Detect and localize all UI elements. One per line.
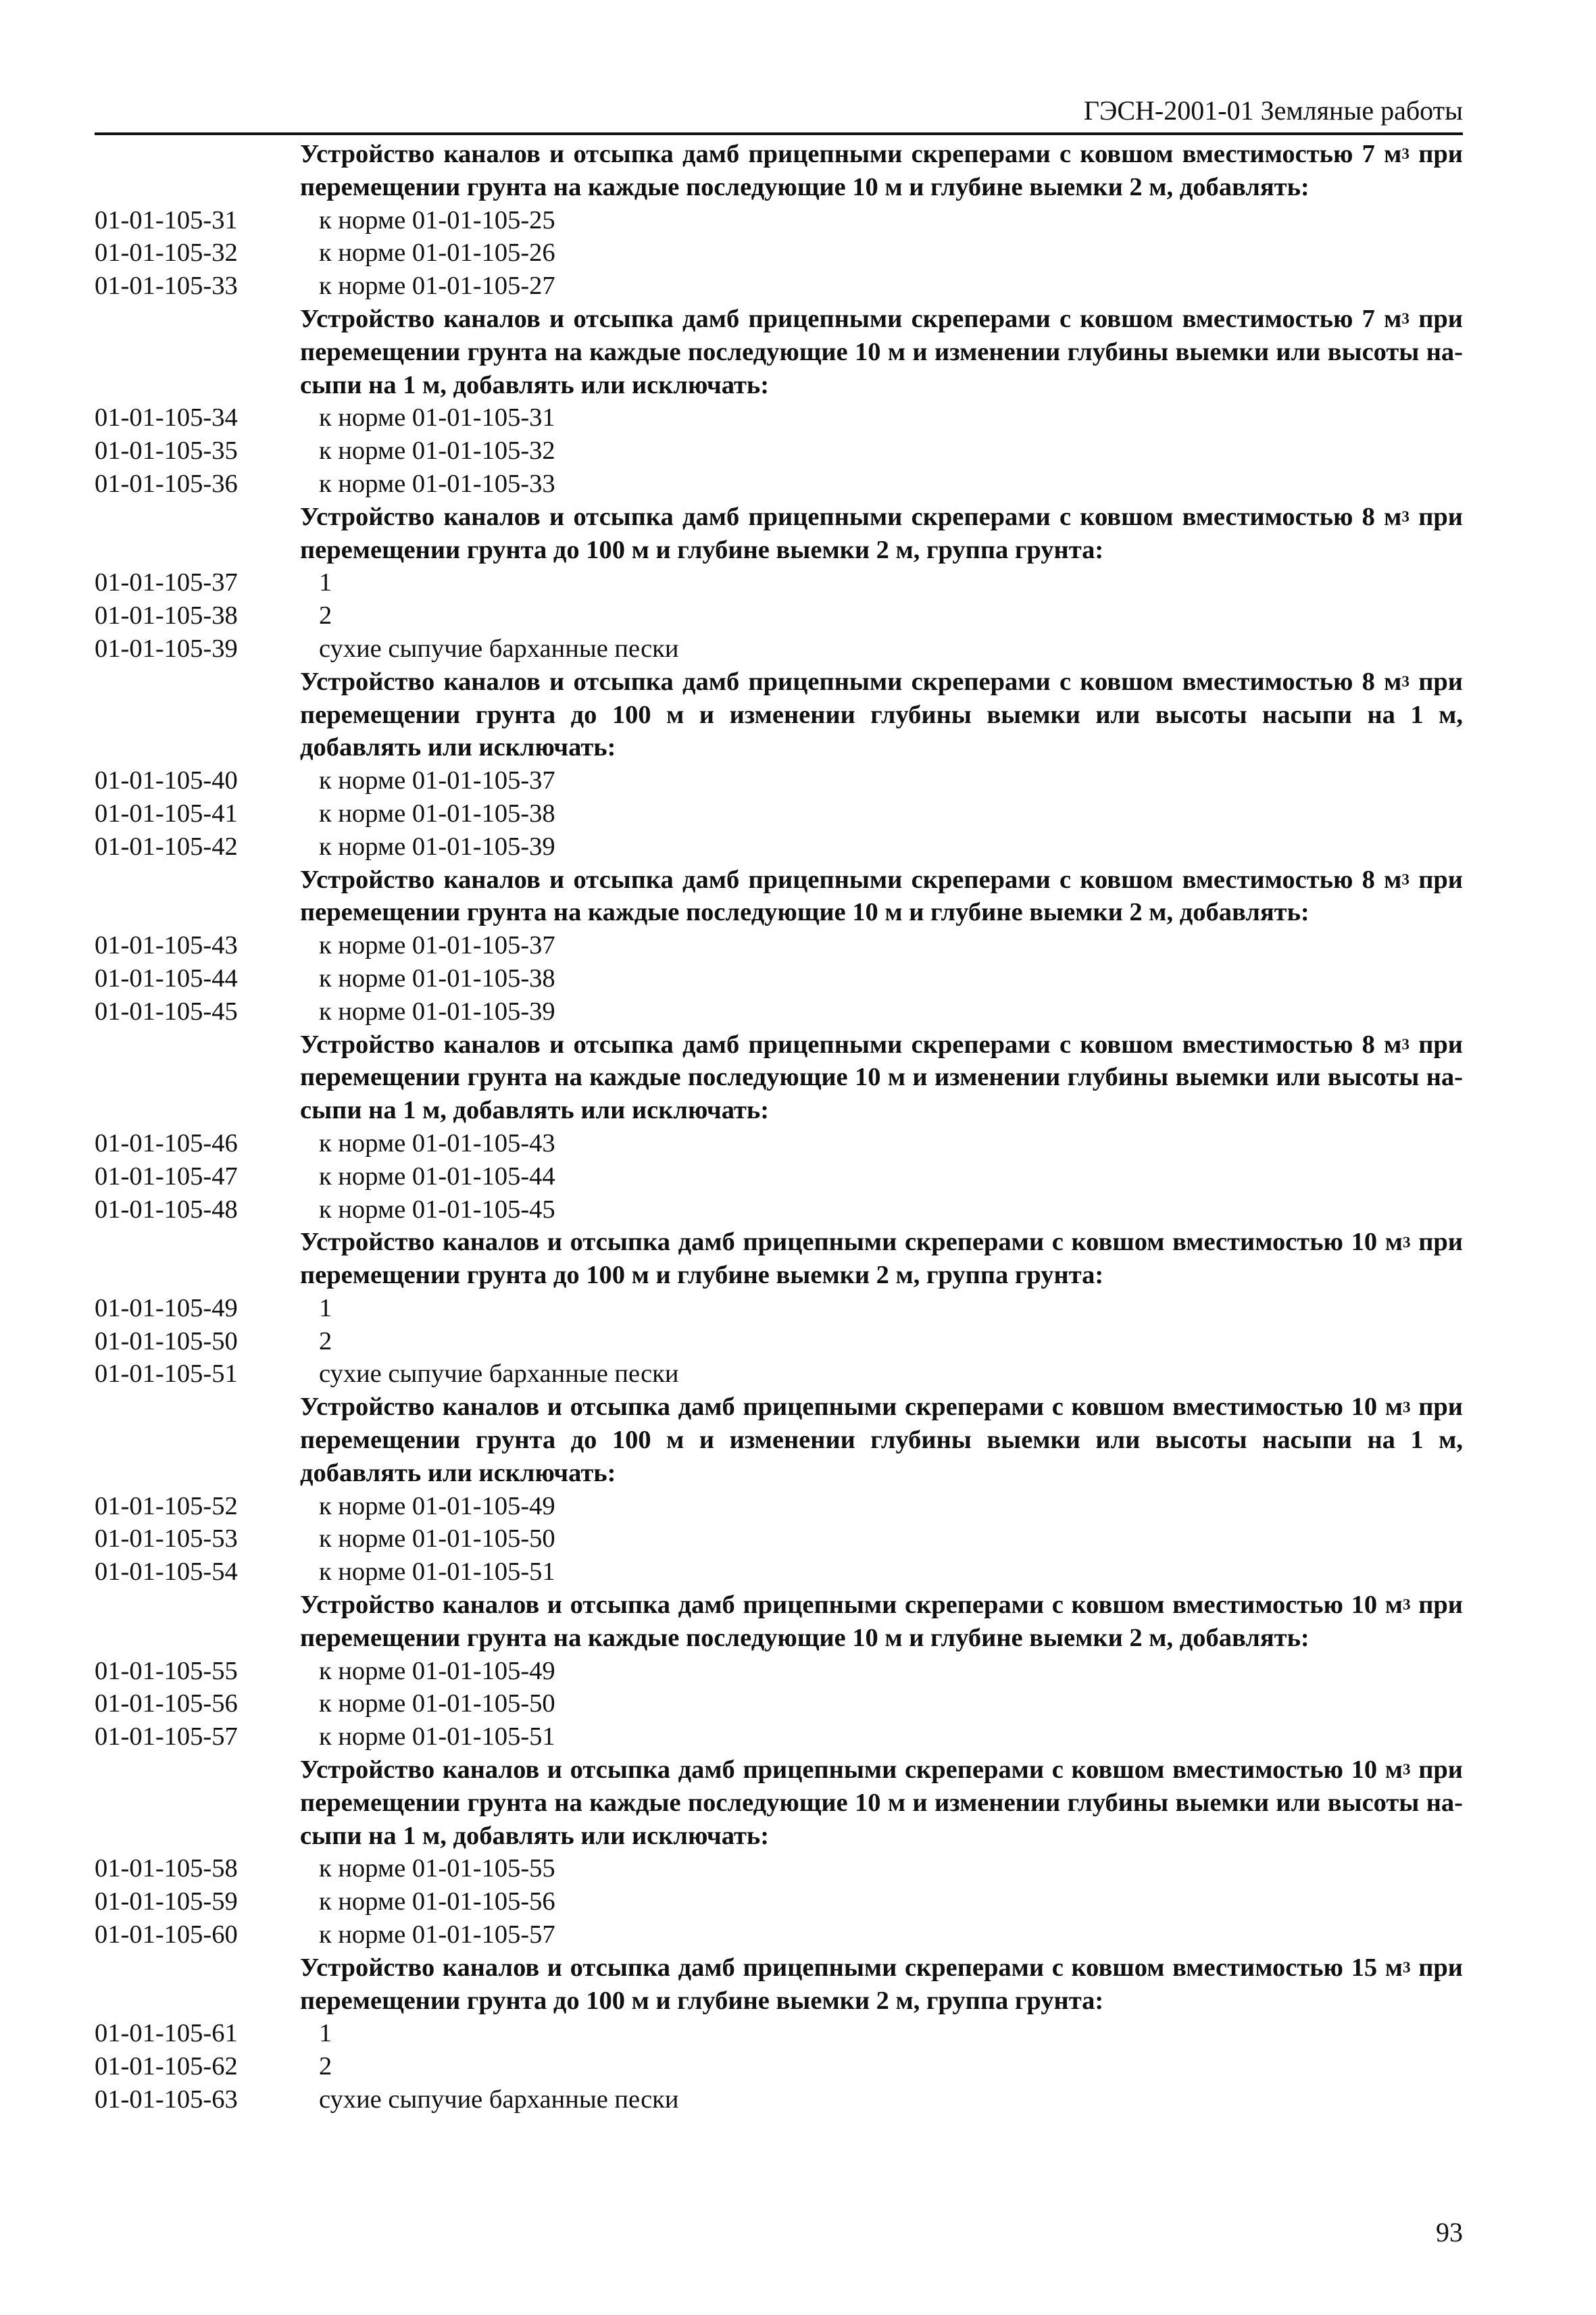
norm-code: 01-01-105-40 xyxy=(95,766,238,795)
norm-code: 01-01-105-43 xyxy=(95,931,238,960)
norm-description: к норме 01-01-105-44 xyxy=(319,1162,555,1191)
norm-row xyxy=(95,2017,1463,2050)
norm-description: к норме 01-01-105-27 xyxy=(319,272,555,301)
group-heading-text: при перемещении грунта до 100 м и глубине выемки 2 м, группа грунта: xyxy=(300,1953,1463,2015)
norm-description: к норме 01-01-105-33 xyxy=(319,469,555,498)
unit-exponent: 3 xyxy=(1401,145,1410,163)
norm-row xyxy=(95,1160,1463,1193)
group-heading xyxy=(300,303,1463,401)
unit-exponent: 3 xyxy=(1403,1958,1411,1976)
norm-row xyxy=(95,2083,1463,2116)
norm-description: к норме 01-01-105-57 xyxy=(319,1920,555,1949)
norm-code: 01-01-105-33 xyxy=(95,272,238,301)
norm-code: 01-01-105-32 xyxy=(95,239,238,268)
group-heading-text: Устройство каналов и отсыпка дамб прицепными скреперами с ковшом вместимостью 8 м xyxy=(300,667,1402,696)
norm-description: к норме 01-01-105-39 xyxy=(319,832,555,861)
norm-row xyxy=(95,1292,1463,1325)
norm-group xyxy=(95,1028,1463,1226)
norm-description: 2 xyxy=(319,601,332,630)
group-heading-text: Устройство каналов и отсыпка дамб прицепными скреперами с ковшом вместимостью 8 м xyxy=(300,865,1402,894)
norm-row xyxy=(95,1490,1463,1523)
norm-code: 01-01-105-58 xyxy=(95,1854,238,1883)
norm-description: к норме 01-01-105-51 xyxy=(319,1558,555,1587)
norm-row xyxy=(95,566,1463,599)
group-heading xyxy=(300,138,1463,204)
norm-row xyxy=(95,270,1463,303)
norm-description: к норме 01-01-105-45 xyxy=(319,1195,555,1224)
norm-group xyxy=(95,1753,1463,1951)
norm-row xyxy=(95,1358,1463,1391)
group-heading xyxy=(300,1753,1463,1852)
norm-description: к норме 01-01-105-50 xyxy=(319,1524,555,1553)
norm-group xyxy=(95,1951,1463,2116)
group-heading-text: при перемещении грунта на каждые последующие 10 м и глубине выемки 2 м, добавлять: xyxy=(300,1591,1463,1652)
norm-group xyxy=(95,1391,1463,1589)
group-heading xyxy=(300,1951,1463,2018)
unit-exponent: 3 xyxy=(1401,309,1410,328)
group-heading-text: Устройство каналов и отсыпка дамб прицепными скреперами с ковшом вместимостью 10 м xyxy=(300,1756,1403,1785)
norm-code: 01-01-105-55 xyxy=(95,1656,238,1685)
group-heading xyxy=(300,1028,1463,1127)
norm-row xyxy=(95,995,1463,1028)
norm-code: 01-01-105-31 xyxy=(95,205,238,234)
norm-description: к норме 01-01-105-26 xyxy=(319,239,555,268)
norm-row xyxy=(95,599,1463,632)
norm-code: 01-01-105-53 xyxy=(95,1524,238,1553)
header-rule xyxy=(95,132,1463,135)
norm-description: к норме 01-01-105-55 xyxy=(319,1854,555,1883)
norm-description: сухие сыпучие барханные пески xyxy=(319,2085,679,2114)
norm-description: 2 xyxy=(319,1326,332,1355)
norm-code: 01-01-105-60 xyxy=(95,1920,238,1949)
norm-description: к норме 01-01-105-49 xyxy=(319,1656,555,1685)
norm-code: 01-01-105-63 xyxy=(95,2085,238,2114)
norm-row xyxy=(95,1655,1463,1688)
norm-row xyxy=(95,830,1463,864)
norm-description: к норме 01-01-105-50 xyxy=(319,1689,555,1718)
norm-row xyxy=(95,1522,1463,1555)
norm-description: сухие сыпучие барханные пески xyxy=(319,634,679,663)
norm-code: 01-01-105-57 xyxy=(95,1722,238,1751)
norm-row xyxy=(95,2050,1463,2083)
page-number: 93 xyxy=(1436,2217,1463,2247)
norm-description: к норме 01-01-105-31 xyxy=(319,403,555,432)
group-heading-text: Устройство каналов и отсыпка дамб прицепными скреперами с ковшом вместимостью 8 м xyxy=(300,502,1402,531)
group-heading-text: при перемещении грунта на каждые последующие 10 м и изменении глубины выемки или высоты насыпи на 1 м, добавлять или исключать: xyxy=(300,1756,1463,1850)
unit-exponent: 3 xyxy=(1403,1397,1411,1416)
norm-code: 01-01-105-59 xyxy=(95,1887,238,1916)
running-header: ГЭСН-2001-01 Земляные работы xyxy=(1083,95,1463,126)
norm-description: к норме 01-01-105-37 xyxy=(319,931,555,960)
norm-code: 01-01-105-50 xyxy=(95,1326,238,1355)
norm-description: сухие сыпучие барханные пески xyxy=(319,1360,679,1389)
norm-row xyxy=(95,204,1463,237)
group-heading-text: при перемещении грунта на каждые последующие 10 м и глубине выемки 2 м, добавлять: xyxy=(300,865,1463,927)
group-heading xyxy=(300,1391,1463,1489)
norm-row xyxy=(95,962,1463,995)
norm-description: 1 xyxy=(319,2019,332,2048)
unit-exponent: 3 xyxy=(1403,1595,1411,1614)
norm-code: 01-01-105-39 xyxy=(95,634,238,663)
norm-code: 01-01-105-35 xyxy=(95,437,238,466)
norm-row xyxy=(95,1720,1463,1753)
norm-group xyxy=(95,666,1463,864)
norm-code: 01-01-105-45 xyxy=(95,997,238,1026)
group-heading-text: при перемещении грунта до 100 м и глубине выемки 2 м, группа грунта: xyxy=(300,502,1463,564)
group-heading-text: Устройство каналов и отсыпка дамб прицепными скреперами с ковшом вместимостью 8 м xyxy=(300,1030,1402,1059)
norm-description: к норме 01-01-105-37 xyxy=(319,766,555,795)
norm-group xyxy=(95,1226,1463,1391)
unit-exponent: 3 xyxy=(1401,672,1410,691)
norm-description: к норме 01-01-105-49 xyxy=(319,1491,555,1520)
group-heading-text: Устройство каналов и отсыпка дамб прицепными скреперами с ковшом вместимостью 10 м xyxy=(300,1393,1403,1422)
norm-code: 01-01-105-54 xyxy=(95,1558,238,1587)
norm-description: к норме 01-01-105-38 xyxy=(319,799,555,828)
norm-row xyxy=(95,434,1463,468)
unit-exponent: 3 xyxy=(1401,870,1410,888)
norm-code: 01-01-105-62 xyxy=(95,2052,238,2081)
group-heading xyxy=(300,501,1463,567)
norm-code: 01-01-105-51 xyxy=(95,1360,238,1389)
norm-row xyxy=(95,764,1463,797)
norm-group xyxy=(95,501,1463,666)
norm-code: 01-01-105-56 xyxy=(95,1689,238,1718)
group-heading-text: при перемещении грунта на каждые последующие 10 м и изменении глубины выемки или высоты насыпи на 1 м, добавлять или исключать: xyxy=(300,1030,1463,1125)
norm-row xyxy=(95,1687,1463,1720)
norm-row xyxy=(95,237,1463,270)
group-heading-text: при перемещении грунта на каждые последующие 10 м и глубине выемки 2 м, добавлять: xyxy=(300,140,1463,201)
group-heading-text: Устройство каналов и отсыпка дамб прицепными скреперами с ковшом вместимостью 15 м xyxy=(300,1953,1403,1982)
norm-code: 01-01-105-41 xyxy=(95,799,238,828)
norm-description: к норме 01-01-105-56 xyxy=(319,1887,555,1916)
norm-code: 01-01-105-36 xyxy=(95,469,238,498)
norm-row xyxy=(95,1918,1463,1951)
group-heading-text: при перемещении грунта на каждые последующие 10 м и изменении глубины выемки или высоты насыпи на 1 м, добавлять или исключать: xyxy=(300,304,1463,399)
norm-row xyxy=(95,1885,1463,1918)
norm-row xyxy=(95,632,1463,666)
unit-exponent: 3 xyxy=(1401,1035,1410,1053)
norm-description: 1 xyxy=(319,1293,332,1322)
norm-row xyxy=(95,468,1463,501)
group-heading xyxy=(300,1589,1463,1655)
norm-row xyxy=(95,1127,1463,1160)
norm-code: 01-01-105-42 xyxy=(95,832,238,861)
group-heading-text: при перемещении грунта до 100 м и изменении глубины выемки или высоты насыпи на 1 м, добавлять или исключать: xyxy=(300,1393,1463,1487)
norm-group xyxy=(95,138,1463,303)
norm-group xyxy=(95,303,1463,501)
norms-list xyxy=(95,138,1463,2116)
group-heading-text: при перемещении грунта до 100 м и изменении глубины выемки или высоты насыпи на 1 м, добавлять или исключать: xyxy=(300,667,1463,762)
unit-exponent: 3 xyxy=(1401,507,1410,526)
group-heading-text: Устройство каналов и отсыпка дамб прицепными скреперами с ковшом вместимостью 10 м xyxy=(300,1228,1403,1257)
norm-row xyxy=(95,1555,1463,1589)
norm-code: 01-01-105-38 xyxy=(95,601,238,630)
norm-code: 01-01-105-44 xyxy=(95,964,238,993)
group-heading xyxy=(300,1226,1463,1292)
norm-code: 01-01-105-37 xyxy=(95,568,238,597)
norm-code: 01-01-105-47 xyxy=(95,1162,238,1191)
norm-description: 1 xyxy=(319,568,332,597)
norm-description: к норме 01-01-105-25 xyxy=(319,205,555,234)
norm-description: к норме 01-01-105-51 xyxy=(319,1722,555,1751)
norm-description: к норме 01-01-105-43 xyxy=(319,1128,555,1158)
group-heading-text: Устройство каналов и отсыпка дамб прицепными скреперами с ковшом вместимостью 10 м xyxy=(300,1591,1403,1620)
norm-row xyxy=(95,1193,1463,1226)
norm-code: 01-01-105-46 xyxy=(95,1128,238,1158)
norm-group xyxy=(95,864,1463,1028)
norm-code: 01-01-105-52 xyxy=(95,1491,238,1520)
group-heading-text: при перемещении грунта до 100 м и глубине выемки 2 м, группа грунта: xyxy=(300,1228,1463,1290)
norm-group xyxy=(95,1589,1463,1753)
norm-row xyxy=(95,1325,1463,1358)
norm-code: 01-01-105-34 xyxy=(95,403,238,432)
norm-code: 01-01-105-49 xyxy=(95,1293,238,1322)
group-heading-text: Устройство каналов и отсыпка дамб прицепными скреперами с ковшом вместимостью 7 м xyxy=(300,140,1402,168)
norm-row xyxy=(95,401,1463,434)
group-heading xyxy=(300,666,1463,764)
group-heading xyxy=(300,864,1463,930)
norm-row xyxy=(95,1852,1463,1885)
norm-code: 01-01-105-61 xyxy=(95,2019,238,2048)
norm-description: 2 xyxy=(319,2052,332,2081)
unit-exponent: 3 xyxy=(1403,1233,1411,1251)
group-heading-text: Устройство каналов и отсыпка дамб прицепными скреперами с ковшом вместимостью 7 м xyxy=(300,304,1402,333)
norm-description: к норме 01-01-105-38 xyxy=(319,964,555,993)
norm-code: 01-01-105-48 xyxy=(95,1195,238,1224)
norm-description: к норме 01-01-105-39 xyxy=(319,997,555,1026)
norm-description: к норме 01-01-105-32 xyxy=(319,437,555,466)
unit-exponent: 3 xyxy=(1403,1760,1411,1778)
norm-row xyxy=(95,929,1463,962)
norm-row xyxy=(95,797,1463,830)
